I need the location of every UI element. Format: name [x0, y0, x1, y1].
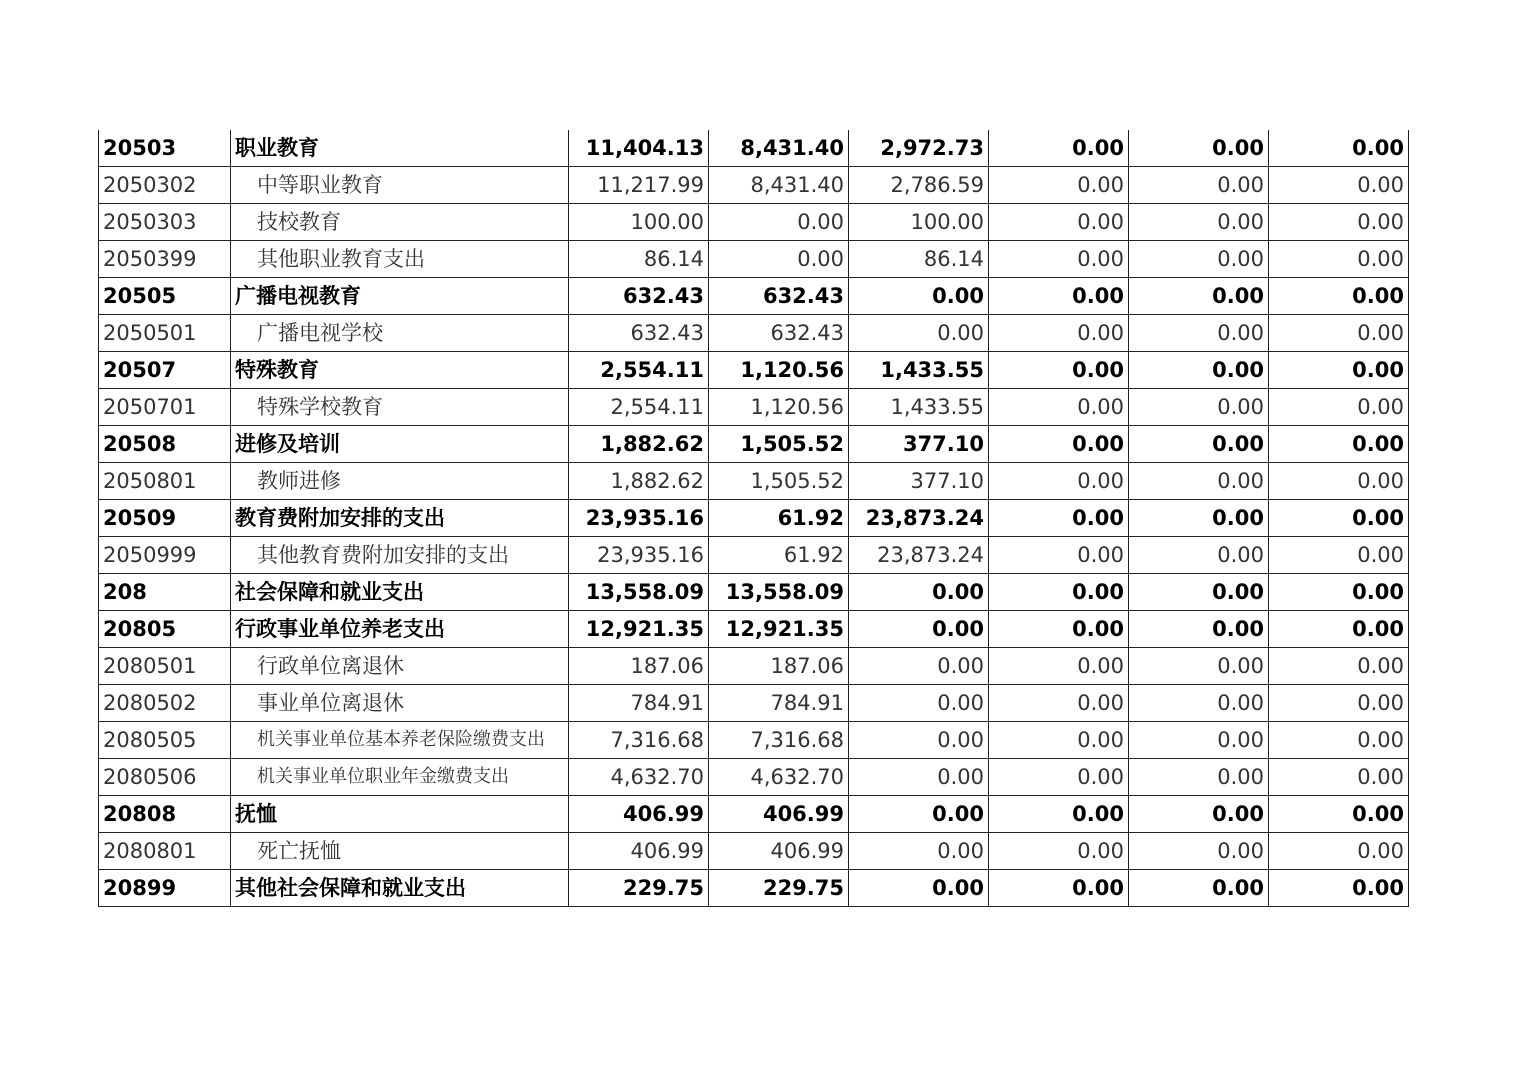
amount-cell: 2,972.73: [849, 130, 989, 167]
amount-cell: 0.00: [849, 722, 989, 759]
subject-code-cell: 20509: [99, 500, 231, 537]
subject-code-cell: 20503: [99, 130, 231, 167]
amount-cell: 0.00: [1269, 537, 1409, 574]
amount-cell: 0.00: [1269, 648, 1409, 685]
amount-cell: 0.00: [1269, 241, 1409, 278]
amount-cell: 0.00: [1269, 278, 1409, 315]
amount-cell: 187.06: [709, 648, 849, 685]
amount-cell: 0.00: [1129, 685, 1269, 722]
subject-name-cell: 教育费附加安排的支出: [231, 500, 569, 537]
amount-cell: 4,632.70: [569, 759, 709, 796]
subject-code-cell: 2050801: [99, 463, 231, 500]
amount-cell: 0.00: [849, 611, 989, 648]
amount-cell: 0.00: [989, 574, 1129, 611]
amount-cell: 0.00: [1129, 315, 1269, 352]
table-row: [99, 389, 1409, 426]
amount-cell: 0.00: [849, 685, 989, 722]
amount-cell: 1,433.55: [849, 389, 989, 426]
amount-cell: 100.00: [569, 204, 709, 241]
table-row: [99, 278, 1409, 315]
amount-cell: 406.99: [709, 833, 849, 870]
amount-cell: 0.00: [849, 278, 989, 315]
amount-cell: 0.00: [1129, 500, 1269, 537]
amount-cell: 0.00: [1269, 574, 1409, 611]
amount-cell: 784.91: [569, 685, 709, 722]
amount-cell: 0.00: [1129, 278, 1269, 315]
subject-name-cell: 行政事业单位养老支出: [231, 611, 569, 648]
amount-cell: 229.75: [569, 870, 709, 907]
amount-cell: 12,921.35: [569, 611, 709, 648]
amount-cell: 86.14: [569, 241, 709, 278]
amount-cell: 0.00: [989, 130, 1129, 167]
amount-cell: 86.14: [849, 241, 989, 278]
amount-cell: 0.00: [989, 167, 1129, 204]
amount-cell: 0.00: [1129, 204, 1269, 241]
subject-code-cell: 2080506: [99, 759, 231, 796]
amount-cell: 0.00: [849, 796, 989, 833]
amount-cell: 1,433.55: [849, 352, 989, 389]
table-row: [99, 352, 1409, 389]
amount-cell: 0.00: [1269, 759, 1409, 796]
subject-code-cell: 20505: [99, 278, 231, 315]
subject-code-cell: 20507: [99, 352, 231, 389]
amount-cell: 632.43: [709, 315, 849, 352]
amount-cell: 1,505.52: [709, 463, 849, 500]
table-row: [99, 870, 1409, 907]
subject-name-cell: 技校教育: [231, 204, 569, 241]
amount-cell: 0.00: [849, 759, 989, 796]
table-row: [99, 204, 1409, 241]
amount-cell: 0.00: [989, 833, 1129, 870]
amount-cell: 13,558.09: [569, 574, 709, 611]
amount-cell: 0.00: [989, 685, 1129, 722]
amount-cell: 0.00: [1129, 463, 1269, 500]
table-row: [99, 722, 1409, 759]
amount-cell: 0.00: [989, 463, 1129, 500]
amount-cell: 0.00: [1129, 167, 1269, 204]
subject-code-cell: 2080502: [99, 685, 231, 722]
amount-cell: 0.00: [1269, 796, 1409, 833]
table-row: [99, 537, 1409, 574]
amount-cell: 0.00: [1129, 759, 1269, 796]
subject-code-cell: 2080505: [99, 722, 231, 759]
amount-cell: 2,554.11: [569, 352, 709, 389]
table-row: [99, 315, 1409, 352]
amount-cell: 0.00: [989, 315, 1129, 352]
amount-cell: 0.00: [989, 352, 1129, 389]
table-row: [99, 574, 1409, 611]
subject-name-cell: 抚恤: [231, 796, 569, 833]
table-row: [99, 685, 1409, 722]
amount-cell: 0.00: [849, 648, 989, 685]
amount-cell: 1,882.62: [569, 463, 709, 500]
subject-code-cell: 20508: [99, 426, 231, 463]
amount-cell: 61.92: [709, 537, 849, 574]
amount-cell: 229.75: [709, 870, 849, 907]
amount-cell: 0.00: [1129, 611, 1269, 648]
amount-cell: 23,873.24: [849, 537, 989, 574]
subject-code-cell: 20805: [99, 611, 231, 648]
subject-code-cell: 2050399: [99, 241, 231, 278]
amount-cell: 2,786.59: [849, 167, 989, 204]
amount-cell: 0.00: [1129, 352, 1269, 389]
table-row: [99, 759, 1409, 796]
amount-cell: 406.99: [709, 796, 849, 833]
amount-cell: 0.00: [989, 611, 1129, 648]
amount-cell: 0.00: [849, 870, 989, 907]
amount-cell: 0.00: [1269, 722, 1409, 759]
subject-name-cell: 中等职业教育: [231, 167, 569, 204]
amount-cell: 0.00: [989, 241, 1129, 278]
amount-cell: 0.00: [1129, 833, 1269, 870]
amount-cell: 23,935.16: [569, 500, 709, 537]
amount-cell: 0.00: [1269, 500, 1409, 537]
subject-name-cell: 社会保障和就业支出: [231, 574, 569, 611]
amount-cell: 0.00: [1129, 574, 1269, 611]
table-row: [99, 463, 1409, 500]
subject-name-cell: 广播电视教育: [231, 278, 569, 315]
amount-cell: 0.00: [1129, 796, 1269, 833]
amount-cell: 0.00: [1129, 722, 1269, 759]
table-row: [99, 833, 1409, 870]
amount-cell: 23,873.24: [849, 500, 989, 537]
subject-code-cell: 2050999: [99, 537, 231, 574]
amount-cell: 100.00: [849, 204, 989, 241]
amount-cell: 0.00: [709, 241, 849, 278]
amount-cell: 0.00: [989, 796, 1129, 833]
table-body: [99, 130, 1409, 907]
subject-code-cell: 20899: [99, 870, 231, 907]
amount-cell: 0.00: [849, 574, 989, 611]
amount-cell: 4,632.70: [709, 759, 849, 796]
amount-cell: 0.00: [989, 870, 1129, 907]
amount-cell: 0.00: [1129, 130, 1269, 167]
amount-cell: 7,316.68: [569, 722, 709, 759]
subject-code-cell: 2050501: [99, 315, 231, 352]
amount-cell: 0.00: [989, 648, 1129, 685]
amount-cell: 406.99: [569, 833, 709, 870]
amount-cell: 7,316.68: [709, 722, 849, 759]
subject-code-cell: 20808: [99, 796, 231, 833]
table-row: [99, 648, 1409, 685]
amount-cell: 0.00: [1269, 685, 1409, 722]
subject-code-cell: 2080801: [99, 833, 231, 870]
amount-cell: 0.00: [989, 537, 1129, 574]
amount-cell: 187.06: [569, 648, 709, 685]
amount-cell: 13,558.09: [709, 574, 849, 611]
amount-cell: 0.00: [1269, 315, 1409, 352]
subject-name-cell: 特殊教育: [231, 352, 569, 389]
amount-cell: 0.00: [989, 278, 1129, 315]
subject-name-cell: 特殊学校教育: [231, 389, 569, 426]
subject-name-cell: 事业单位离退休: [231, 685, 569, 722]
amount-cell: 0.00: [709, 204, 849, 241]
table-row: [99, 500, 1409, 537]
table-row: [99, 130, 1409, 167]
amount-cell: 1,882.62: [569, 426, 709, 463]
subject-name-cell: 其他社会保障和就业支出: [231, 870, 569, 907]
subject-code-cell: 208: [99, 574, 231, 611]
amount-cell: 0.00: [989, 389, 1129, 426]
subject-name-cell: 行政单位离退休: [231, 648, 569, 685]
table-row: [99, 426, 1409, 463]
amount-cell: 377.10: [849, 426, 989, 463]
amount-cell: 406.99: [569, 796, 709, 833]
amount-cell: 11,404.13: [569, 130, 709, 167]
table-row: [99, 167, 1409, 204]
amount-cell: 0.00: [1269, 463, 1409, 500]
table-row: [99, 611, 1409, 648]
amount-cell: 632.43: [709, 278, 849, 315]
amount-cell: 0.00: [1269, 389, 1409, 426]
amount-cell: 0.00: [1269, 167, 1409, 204]
amount-cell: 0.00: [1269, 833, 1409, 870]
subject-name-cell: 其他职业教育支出: [231, 241, 569, 278]
amount-cell: 8,431.40: [709, 130, 849, 167]
subject-name-cell: 职业教育: [231, 130, 569, 167]
amount-cell: 0.00: [1129, 870, 1269, 907]
amount-cell: 0.00: [1129, 241, 1269, 278]
table-row: [99, 241, 1409, 278]
amount-cell: 2,554.11: [569, 389, 709, 426]
amount-cell: 0.00: [1269, 204, 1409, 241]
budget-table: [98, 130, 1409, 907]
amount-cell: 1,120.56: [709, 352, 849, 389]
amount-cell: 12,921.35: [709, 611, 849, 648]
subject-name-cell: 死亡抚恤: [231, 833, 569, 870]
subject-name-cell: 教师进修: [231, 463, 569, 500]
amount-cell: 0.00: [1129, 389, 1269, 426]
amount-cell: 0.00: [1269, 352, 1409, 389]
table-row: [99, 796, 1409, 833]
amount-cell: 0.00: [1269, 130, 1409, 167]
subject-code-cell: 2050302: [99, 167, 231, 204]
amount-cell: 0.00: [989, 500, 1129, 537]
amount-cell: 0.00: [1269, 611, 1409, 648]
amount-cell: 0.00: [1129, 537, 1269, 574]
amount-cell: 632.43: [569, 278, 709, 315]
amount-cell: 0.00: [989, 426, 1129, 463]
amount-cell: 377.10: [849, 463, 989, 500]
amount-cell: 1,120.56: [709, 389, 849, 426]
subject-name-cell: 机关事业单位基本养老保险缴费支出: [231, 722, 569, 759]
amount-cell: 0.00: [989, 759, 1129, 796]
amount-cell: 0.00: [1269, 870, 1409, 907]
amount-cell: 11,217.99: [569, 167, 709, 204]
amount-cell: 0.00: [1129, 648, 1269, 685]
amount-cell: 0.00: [989, 204, 1129, 241]
subject-name-cell: 机关事业单位职业年金缴费支出: [231, 759, 569, 796]
amount-cell: 8,431.40: [709, 167, 849, 204]
amount-cell: 0.00: [849, 315, 989, 352]
amount-cell: 632.43: [569, 315, 709, 352]
amount-cell: 23,935.16: [569, 537, 709, 574]
amount-cell: 0.00: [1129, 426, 1269, 463]
amount-cell: 784.91: [709, 685, 849, 722]
amount-cell: 1,505.52: [709, 426, 849, 463]
subject-code-cell: 2080501: [99, 648, 231, 685]
amount-cell: 0.00: [849, 833, 989, 870]
subject-name-cell: 其他教育费附加安排的支出: [231, 537, 569, 574]
amount-cell: 0.00: [1269, 426, 1409, 463]
subject-code-cell: 2050701: [99, 389, 231, 426]
amount-cell: 0.00: [989, 722, 1129, 759]
subject-name-cell: 广播电视学校: [231, 315, 569, 352]
amount-cell: 61.92: [709, 500, 849, 537]
subject-code-cell: 2050303: [99, 204, 231, 241]
subject-name-cell: 进修及培训: [231, 426, 569, 463]
